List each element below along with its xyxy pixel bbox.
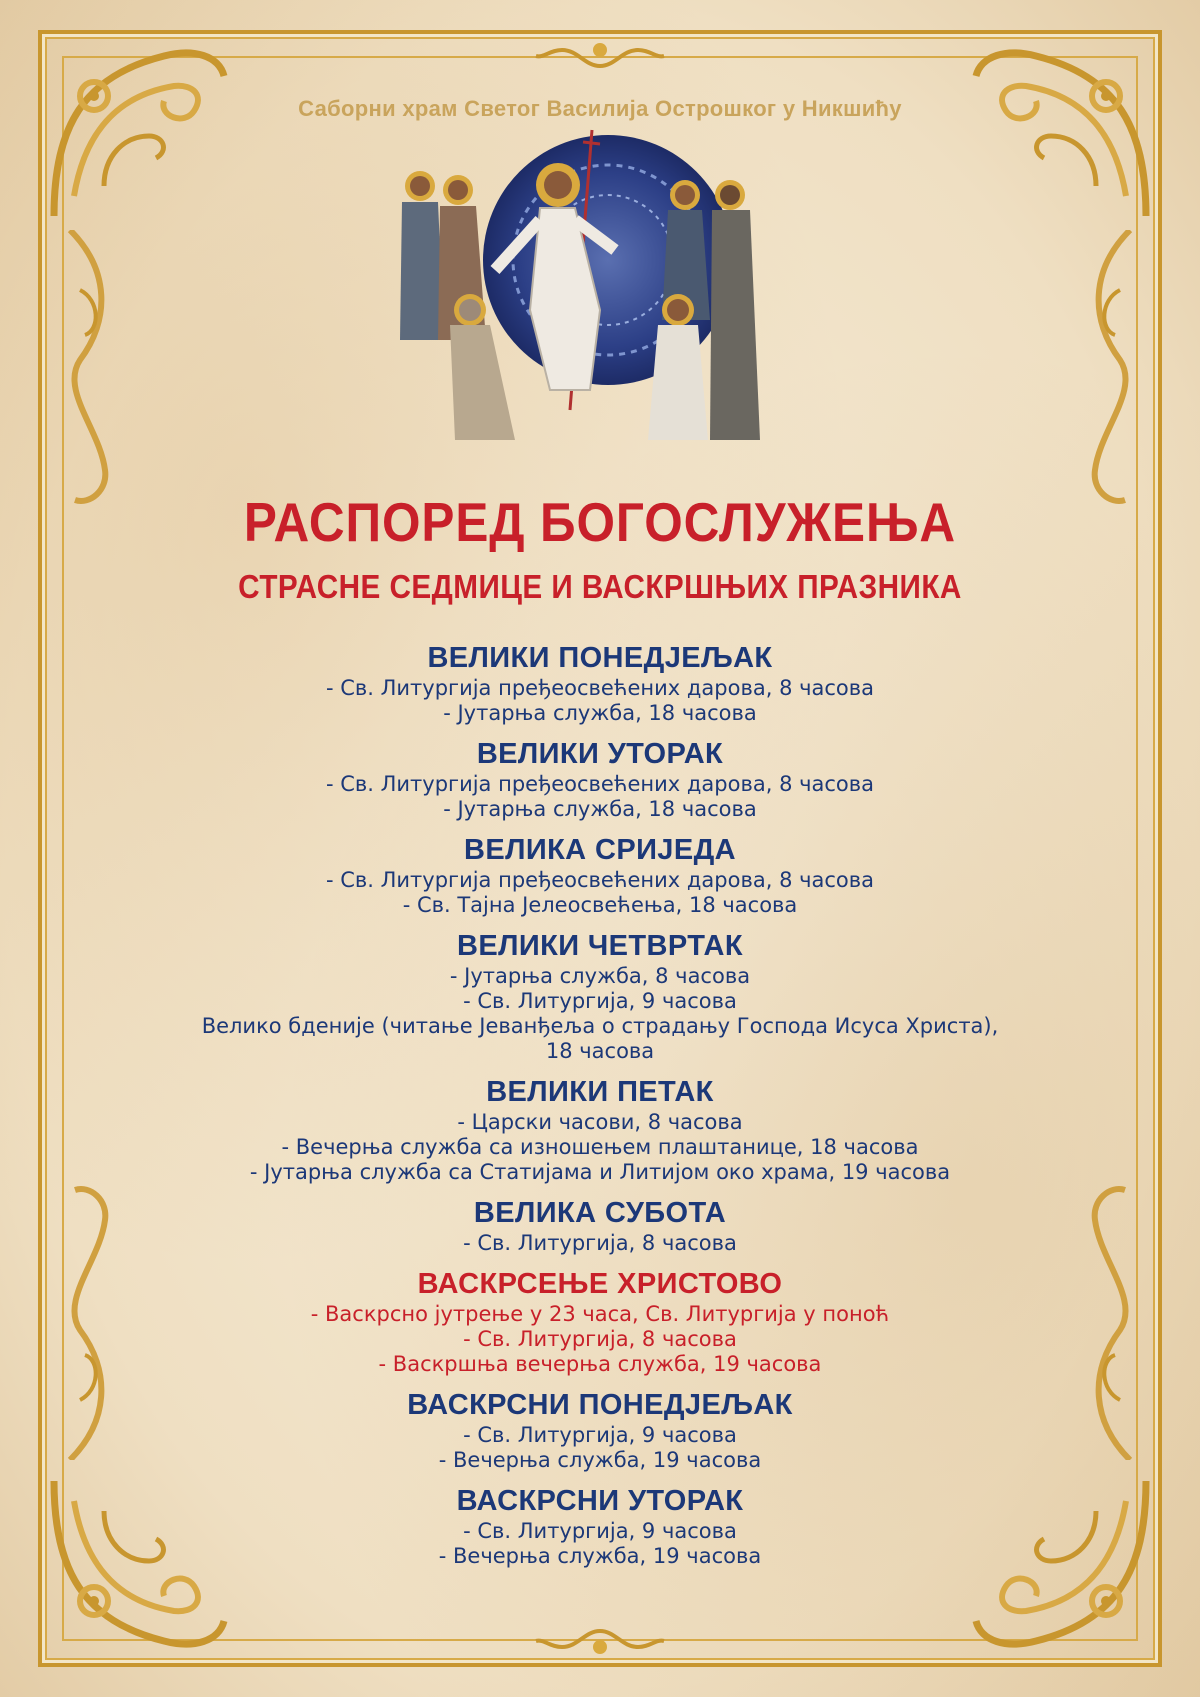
service-line: - Вечерња служба са изношењем плаштанице, 18 часова [281, 1135, 919, 1159]
side-ornament-icon [60, 230, 120, 510]
service-line: - Васкрсно јутрење у 23 часа, Св. Литургија у поноћ [310, 1302, 890, 1326]
service-line: - Јутарња служба, 18 часова [443, 797, 757, 821]
service-line: 18 часова [545, 1039, 655, 1063]
schedule-day [100, 928, 1100, 1064]
day-title: ВЕЛИКИ ЧЕТВРТАК [457, 930, 743, 962]
resurrection-icon [400, 120, 810, 480]
schedule-day [100, 832, 1100, 918]
day-title: ВЕЛИКА СУБОТА [473, 1197, 727, 1229]
schedule-day [100, 1195, 1100, 1256]
service-line: - Царски часови, 8 часова [457, 1110, 743, 1134]
page-subtitle: СТРАСНЕ СЕДМИЦЕ И ВАСКРШЊИХ ПРАЗНИКА [238, 568, 962, 605]
service-line: - Јутарња служба са Статијама и Литијом око храма, 19 часова [249, 1160, 951, 1184]
schedule-day [100, 736, 1100, 822]
service-line: - Св. Литургија пређеосвећених дарова, 8 часова [325, 772, 875, 796]
day-title: ВАСКРСНИ ПОНЕДЈЕЉАК [407, 1389, 793, 1421]
schedule-day [100, 1483, 1100, 1569]
schedule-day [100, 1266, 1100, 1377]
service-line: Велико бденије (читање Јеванђеља о страдању Господа Исуса Христа), [201, 1014, 999, 1038]
service-line: - Св. Литургија, 9 часова [463, 1519, 737, 1543]
bottom-flourish-icon [530, 1625, 670, 1661]
day-title: ВЕЛИКИ ПЕТАК [486, 1076, 714, 1108]
service-line: - Св. Тајна Јелеосвећења, 18 часова [402, 893, 798, 917]
schedule-day [100, 1387, 1100, 1473]
corner-ornament-icon [966, 36, 1156, 226]
page-title: РАСПОРЕД БОГОСЛУЖЕЊА [243, 491, 957, 553]
church-name: Саборни храм Светог Василија Острошког у Никшићу [298, 96, 902, 121]
service-line: - Васкршња вечерња служба, 19 часова [378, 1352, 822, 1376]
side-ornament-icon [1080, 230, 1140, 510]
day-title: ВЕЛИКА СРИЈЕДА [464, 834, 736, 866]
schedule-day [100, 640, 1100, 726]
service-line: - Св. Литургија, 8 часова [463, 1231, 737, 1255]
day-title: ВЕЛИКИ ПОНЕДЈЕЉАК [427, 642, 773, 674]
day-title: ВАСКРСНИ УТОРАК [456, 1485, 744, 1517]
service-line: - Св. Литургија, 9 часова [463, 1423, 737, 1447]
service-line: - Св. Литургија пређеосвећених дарова, 8 часова [325, 868, 875, 892]
top-flourish-icon [530, 36, 670, 72]
service-line: - Јутарња служба, 18 часова [443, 701, 757, 725]
schedule-list [100, 640, 1100, 1579]
corner-ornament-icon [44, 36, 234, 226]
service-line: - Св. Литургија, 9 часова [463, 989, 737, 1013]
service-line: - Вечерња служба, 19 часова [438, 1544, 762, 1568]
day-title: ВЕЛИКИ УТОРАК [476, 738, 724, 770]
service-line: - Вечерња служба, 19 часова [438, 1448, 762, 1472]
service-line: - Св. Литургија, 8 часова [463, 1327, 737, 1351]
schedule-day [100, 1074, 1100, 1185]
service-line: - Јутарња служба, 8 часова [449, 964, 751, 988]
day-title: ВАСКРСЕЊЕ ХРИСТОВО [417, 1268, 783, 1300]
service-line: - Св. Литургија пређеосвећених дарова, 8 часова [325, 676, 875, 700]
